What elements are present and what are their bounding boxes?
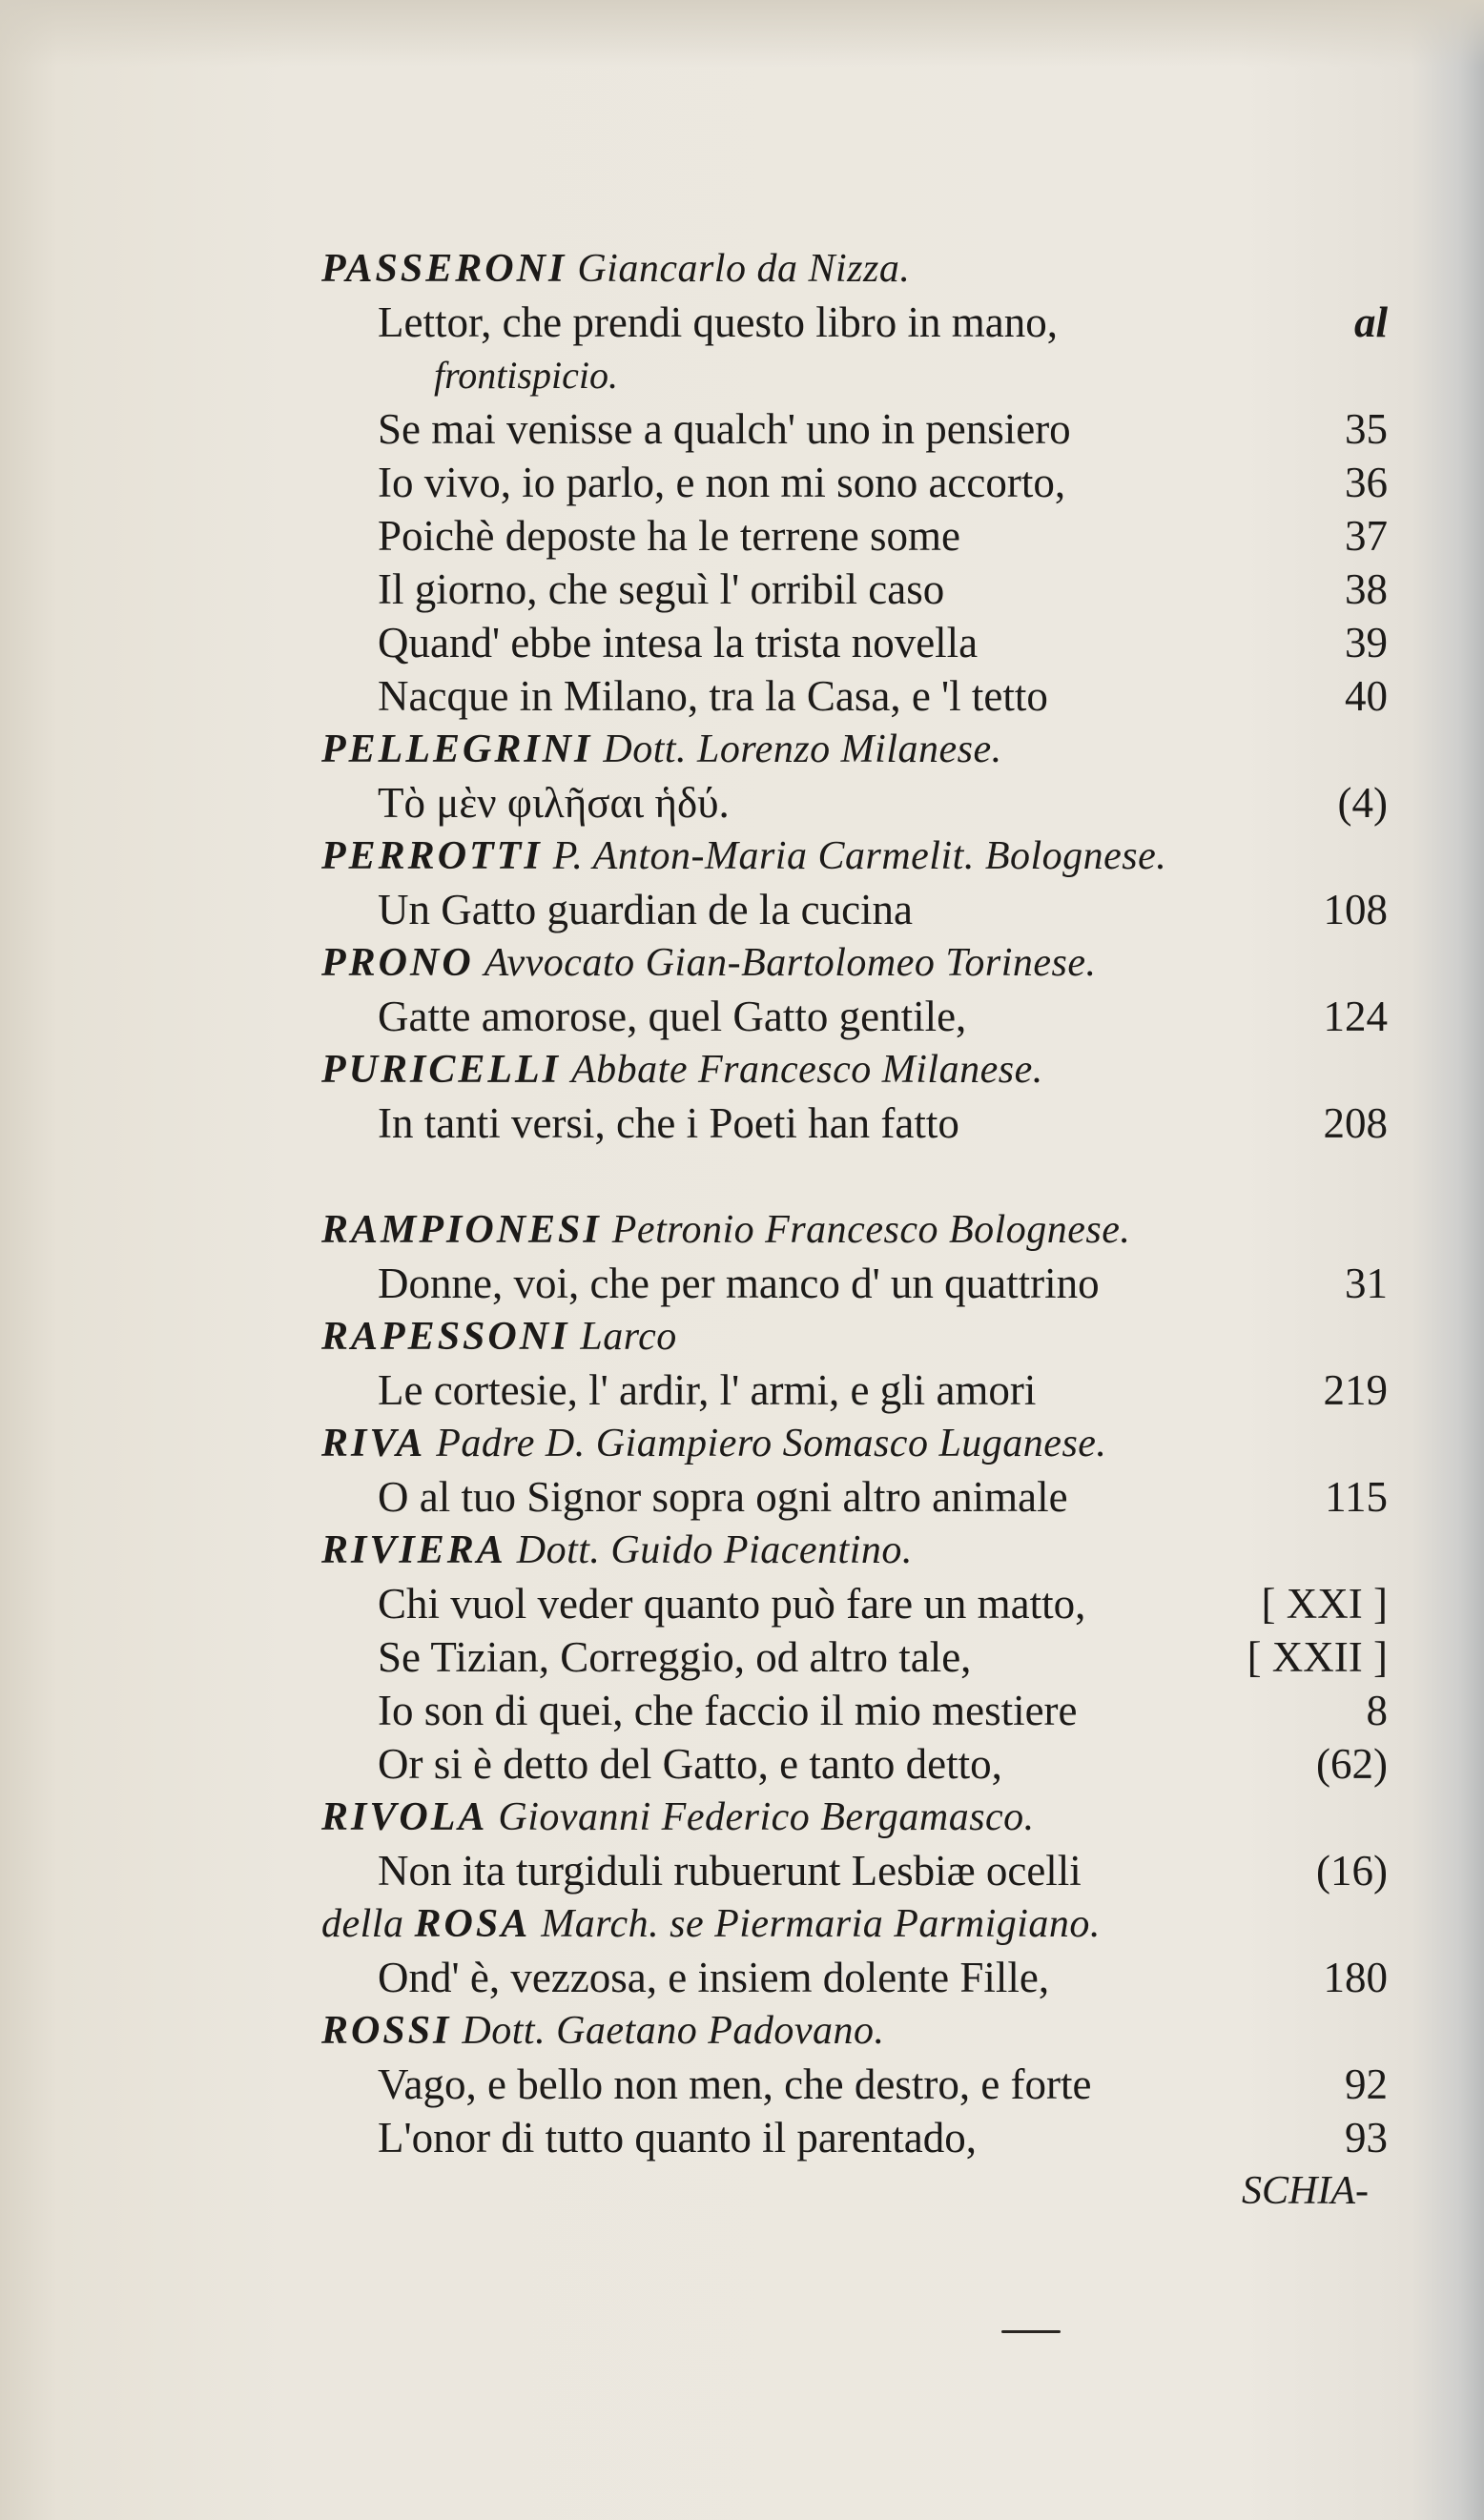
author-details: March. se Piermaria Parmigiano. xyxy=(541,1902,1101,1946)
page-number: 108 xyxy=(1323,886,1388,933)
author-heading xyxy=(321,1524,1388,1577)
page-number: 180 xyxy=(1323,1954,1388,2001)
author-details: P. Anton-Maria Carmelit. Bolognese. xyxy=(552,834,1167,878)
page-number: 93 xyxy=(1345,2114,1388,2161)
poem-entry xyxy=(321,1363,1388,1417)
author-heading xyxy=(321,1310,1388,1363)
author-surname: PRONO xyxy=(321,941,474,985)
poem-entry xyxy=(321,669,1388,723)
page-number: 219 xyxy=(1323,1366,1388,1414)
page-number: 39 xyxy=(1345,619,1388,666)
poem-first-line: Il giorno, che seguì l' orribil caso xyxy=(378,565,945,613)
author-heading xyxy=(321,1417,1388,1470)
page-number: 124 xyxy=(1323,993,1388,1040)
poem-entry xyxy=(321,456,1388,509)
poem-first-line: Gatte amorose, quel Gatto gentile, xyxy=(378,993,967,1040)
poem-entry xyxy=(321,402,1388,456)
poem-entry xyxy=(321,1577,1388,1630)
bottom-rule xyxy=(1001,2330,1061,2333)
author-details: Avvocato Gian-Bartolomeo Torinese. xyxy=(484,941,1097,985)
page-number: 8 xyxy=(1366,1687,1388,1734)
author-details: Giancarlo da Nizza. xyxy=(577,247,911,291)
author-surname: RAPESSONI xyxy=(321,1315,570,1359)
poem-first-line: Lettor, che prendi questo libro in mano, xyxy=(378,298,1059,346)
author-surname: PASSERONI xyxy=(321,247,567,291)
blank-line xyxy=(321,1150,1388,1203)
page-number: 115 xyxy=(1325,1473,1388,1521)
page-number: 35 xyxy=(1345,405,1388,453)
page-number: 31 xyxy=(1345,1260,1388,1307)
author-heading xyxy=(321,2004,1388,2058)
poem-entry xyxy=(321,1257,1388,1310)
author-heading xyxy=(321,1043,1388,1096)
poem-entry xyxy=(321,563,1388,616)
poem-entry xyxy=(321,1470,1388,1524)
page-number: [ XXI ] xyxy=(1261,1580,1388,1628)
author-surname: PERROTTI xyxy=(321,834,543,878)
page-number: (62) xyxy=(1316,1740,1388,1788)
author-details: Dott. Lorenzo Milanese. xyxy=(603,727,1002,771)
poem-entry xyxy=(321,1096,1388,1150)
poem-first-line: Donne, voi, che per manco d' un quattrino xyxy=(378,1260,1100,1307)
poem-first-line: Poichè deposte ha le terrene some xyxy=(378,512,961,560)
poem-first-line: Τὸ μὲν φιλῆσαι ἡδύ. xyxy=(378,779,730,827)
poem-first-line: In tanti versi, che i Poeti han fatto xyxy=(378,1099,959,1147)
author-surname: ROSSI xyxy=(321,2009,452,2053)
poem-entry xyxy=(321,509,1388,563)
poem-first-line: Chi vuol veder quanto può fare un matto, xyxy=(378,1580,1086,1628)
author-heading xyxy=(321,830,1388,883)
author-surname: RIVA xyxy=(321,1422,426,1465)
poem-entry xyxy=(321,990,1388,1043)
poem-entry xyxy=(321,1737,1388,1791)
poem-entry xyxy=(321,616,1388,669)
poem-entry xyxy=(321,2058,1388,2111)
author-heading xyxy=(321,723,1388,776)
author-details: Larco xyxy=(580,1315,677,1359)
poem-first-line: L'onor di tutto quanto il parentado, xyxy=(378,2114,977,2161)
poem-first-line: Or si è detto del Gatto, e tanto detto, xyxy=(378,1740,1002,1788)
poem-entry xyxy=(321,883,1388,936)
author-prefix: della xyxy=(321,1902,404,1946)
catchword xyxy=(321,2164,1388,2218)
poem-first-line: Un Gatto guardian de la cucina xyxy=(378,886,914,933)
poem-location-continuation: frontispicio. xyxy=(434,354,618,397)
poem-first-line: O al tuo Signor sopra ogni altro animale xyxy=(378,1473,1068,1521)
poem-first-line: Nacque in Milano, tra la Casa, e 'l tetto xyxy=(378,672,1048,720)
page-number: [ XXII ] xyxy=(1247,1633,1388,1681)
page-number: 40 xyxy=(1345,672,1388,720)
catchword-text: SCHIA- xyxy=(1242,2169,1369,2213)
page-number: 38 xyxy=(1345,565,1388,613)
author-details: Abbate Francesco Milanese. xyxy=(571,1048,1043,1092)
page-number: 92 xyxy=(1345,2060,1388,2108)
author-details: Dott. Gaetano Padovano. xyxy=(462,2009,885,2053)
author-details: Giovanni Federico Bergamasco. xyxy=(498,1795,1035,1839)
poem-first-line: Io vivo, io parlo, e non mi sono accorto, xyxy=(378,459,1066,506)
poem-first-line: Ond' è, vezzosa, e insiem dolente Fille, xyxy=(378,1954,1050,2001)
author-heading xyxy=(321,1897,1388,1951)
poem-first-line: Le cortesie, l' ardir, l' armi, e gli amori xyxy=(378,1366,1037,1414)
poem-entry xyxy=(321,776,1388,830)
author-heading xyxy=(321,1203,1388,1257)
author-heading xyxy=(321,242,1388,296)
page-number: (16) xyxy=(1316,1847,1388,1895)
author-heading xyxy=(321,936,1388,990)
author-surname: RAMPIONESI xyxy=(321,1208,602,1252)
author-surname: ROSA xyxy=(414,1902,531,1946)
author-details: Dott. Guido Piacentino. xyxy=(516,1528,913,1572)
page-number: (4) xyxy=(1337,779,1388,827)
page-number: al xyxy=(1353,298,1388,346)
poem-first-line: Non ita turgiduli rubuerunt Lesbiæ ocelli xyxy=(378,1847,1082,1895)
poem-entry xyxy=(321,2111,1388,2164)
poem-entry xyxy=(321,1684,1388,1737)
author-details: Petronio Francesco Bolognese. xyxy=(611,1208,1131,1252)
poem-entry xyxy=(321,1951,1388,2004)
poem-first-line: Se mai venisse a qualch' uno in pensiero xyxy=(378,405,1071,453)
author-surname: RIVIERA xyxy=(321,1528,506,1572)
poem-first-line: Io son di quei, che faccio il mio mestiere xyxy=(378,1687,1078,1734)
author-surname: RIVOLA xyxy=(321,1795,488,1839)
author-details: Padre D. Giampiero Somasco Luganese. xyxy=(436,1422,1107,1465)
page-number: 36 xyxy=(1345,459,1388,506)
page-number: 37 xyxy=(1345,512,1388,560)
poem-entry xyxy=(321,296,1388,349)
poem-entry xyxy=(321,1630,1388,1684)
author-surname: PELLEGRINI xyxy=(321,727,593,771)
page-number: 208 xyxy=(1323,1099,1388,1147)
poem-first-line: Vago, e bello non men, che destro, e forte xyxy=(378,2060,1092,2108)
author-heading xyxy=(321,1791,1388,1844)
index-text-block xyxy=(321,242,1388,2218)
poem-first-line: Quand' ebbe intesa la trista novella xyxy=(378,619,979,666)
poem-entry xyxy=(321,1844,1388,1897)
author-surname: PURICELLI xyxy=(321,1048,562,1092)
page-edge-shadow xyxy=(0,0,1484,67)
poem-first-line: Se Tizian, Correggio, od altro tale, xyxy=(378,1633,972,1681)
